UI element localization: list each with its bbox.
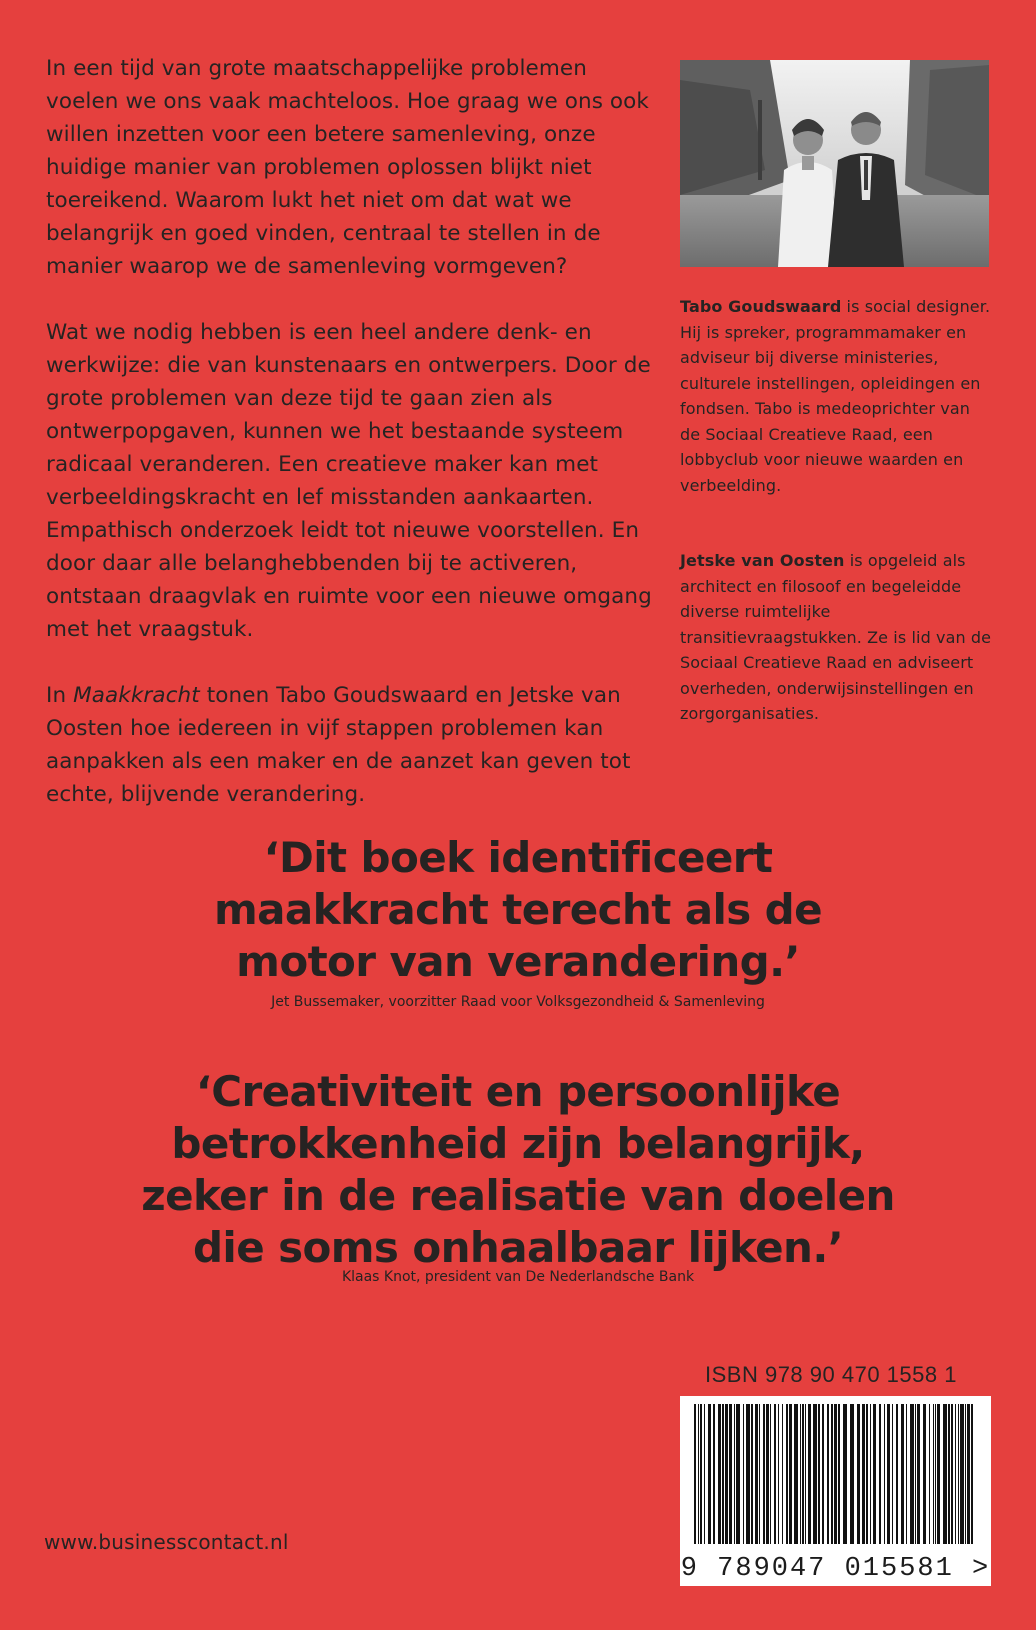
author-name-tabo: Tabo Goudswaard — [680, 297, 842, 316]
barcode-bar — [755, 1404, 758, 1544]
barcode-bar — [736, 1404, 740, 1544]
barcode-bar — [713, 1404, 715, 1544]
quote-line: maakkracht terecht als de — [213, 885, 823, 934]
barcode-bar — [929, 1404, 930, 1544]
barcode-bar — [818, 1404, 820, 1544]
barcode-bar — [965, 1404, 966, 1544]
barcode-bar — [955, 1404, 956, 1544]
barcode-bar — [802, 1404, 804, 1544]
quote-line: ‘Creativiteit en persoonlijke — [195, 1067, 841, 1116]
barcode-bar — [722, 1404, 724, 1544]
barcode-bar — [866, 1404, 868, 1544]
quote-attribution-knot: Klaas Knot, president van De Nederlandsche Bank — [341, 1269, 695, 1285]
barcode-bar — [808, 1404, 811, 1544]
barcode-bar — [813, 1404, 817, 1544]
barcode-bar — [901, 1404, 904, 1544]
blurb-paragraph-3 — [46, 679, 658, 811]
barcode-bar — [789, 1404, 792, 1544]
quote-line: die soms onhaalbaar lijken.’ — [192, 1223, 844, 1272]
barcode-bar — [746, 1404, 750, 1544]
barcode-bar — [831, 1404, 833, 1544]
barcode-bar — [887, 1404, 890, 1544]
publisher-website: www.businesscontact.nl — [44, 1530, 289, 1554]
barcode-bar — [971, 1404, 973, 1544]
barcode-bar — [937, 1404, 940, 1544]
barcode-bar — [751, 1404, 753, 1544]
barcode-bar — [782, 1404, 783, 1544]
quote-bussemaker — [0, 832, 1036, 988]
barcode-bar — [910, 1404, 914, 1544]
book-title: Maakkracht — [73, 683, 200, 708]
barcode-bar — [967, 1404, 970, 1544]
barcode-bar — [834, 1404, 837, 1544]
barcode-bar — [948, 1404, 950, 1544]
isbn-number: ISBN 978 90 470 1558 1 — [705, 1362, 957, 1387]
quote-line: betrokkenheid zijn belangrijk, — [171, 1119, 865, 1168]
bio-jetske-text: is opgeleid als architect en filosoof en begeleidde diverse ruimtelijke transitievraagstukken. Ze is lid van de Sociaal Creatieve Raad en adviseert overheden, onderwijsinstellingen en zorgorganisaties. — [680, 551, 992, 723]
barcode-bar — [843, 1404, 847, 1544]
barcode-bar — [960, 1404, 964, 1544]
barcode-bar — [838, 1404, 840, 1544]
barcode-bar — [933, 1404, 934, 1544]
barcode-bar — [770, 1404, 771, 1544]
barcode-bar — [917, 1404, 920, 1544]
barcode-bar — [951, 1404, 953, 1544]
barcode-bar — [884, 1404, 885, 1544]
quote-knot — [0, 1066, 1036, 1274]
barcode-bar — [892, 1404, 893, 1544]
barcode-bar — [822, 1404, 824, 1544]
blurb-paragraph-1: In een tijd van grote maatschappelijke problemen voelen we ons vaak machteloos. Hoe graag we ons ook willen inzetten voor een betere samenleving, onze huidige manier van problemen oplossen blijkt niet toereikend. Waarom lukt het niet om dat wat we belangrijk en goed vinden, centraal te stellen in de manier waarop we de samenleving vormgeven? — [46, 56, 649, 279]
barcode-bar — [743, 1404, 744, 1544]
author-name-jetske: Jetske van Oosten — [680, 551, 845, 570]
barcode — [680, 1396, 991, 1586]
barcode-bar — [827, 1404, 829, 1544]
barcode-bar — [958, 1404, 959, 1544]
barcode-bar — [704, 1404, 705, 1544]
blurb-paragraph-3-start: In — [46, 683, 74, 708]
barcode-bar — [794, 1404, 798, 1544]
barcode-bar — [943, 1404, 947, 1544]
author-photo — [680, 60, 989, 267]
barcode-bar — [896, 1404, 898, 1544]
barcode-bar — [698, 1404, 699, 1544]
barcode-bar — [708, 1404, 711, 1544]
barcode-bar — [857, 1404, 860, 1544]
bio-tabo-text: is social designer. Hij is spreker, programmamaker en adviseur bij diverse ministeries, culturele instellingen, opleidingen en fondsen. Tabo is medeoprichter van de Sociaal Creatieve Raad, een lobbyclub voor nieuwe waarden en verbeelding. — [680, 297, 991, 495]
barcode-bar — [763, 1404, 765, 1544]
barcode-digits: 9 789047 015581 > — [680, 1554, 991, 1584]
barcode-bar — [774, 1404, 776, 1544]
quote-line: motor van verandering.’ — [236, 937, 800, 986]
barcode-bar — [734, 1404, 735, 1544]
barcode-bar — [850, 1404, 854, 1544]
bio-tabo — [680, 294, 992, 498]
barcode-bar — [718, 1404, 721, 1544]
barcode-bar — [873, 1404, 876, 1544]
barcode-bar — [800, 1404, 801, 1544]
barcode-bar — [879, 1404, 881, 1544]
barcode-bar — [786, 1404, 788, 1544]
bio-jetske — [680, 548, 992, 727]
barcode-bar — [759, 1404, 760, 1544]
barcode-bar — [778, 1404, 779, 1544]
quote-line: zeker in de realisatie van doelen — [141, 1171, 895, 1220]
barcode-bar — [915, 1404, 916, 1544]
barcode-bar — [725, 1404, 728, 1544]
barcode-bar — [923, 1404, 926, 1544]
blurb — [46, 52, 658, 844]
blurb-paragraph-3-rest: tonen Tabo Goudswaard en Jetske van Oosten hoe iedereen in vijf stappen problemen kan aanpakken als een maker en de aanzet kan geven tot echte, blijvende verandering. — [46, 683, 631, 807]
barcode-bar — [870, 1404, 871, 1544]
quote-line: ‘Dit boek identificeert — [263, 833, 773, 882]
blurb-paragraph-2: Wat we nodig hebben is een heel andere denk- en werkwijze: die van kunstenaars en ontwerpers. Door de grote problemen van deze tijd te gaan zien als ontwerpopgaven, kunnen we het bestaande systeem radicaal veranderen. Een creatieve maker kan met verbeeldingskracht en lef misstanden aankaarten. Empathisch onderzoek leidt tot nieuwe voorstellen. En door daar alle belanghebbenden bij te activeren, ontstaan draagvlak en ruimte voor een nieuwe omgang met het vraagstuk. — [46, 320, 652, 642]
barcode-bar — [694, 1404, 696, 1544]
barcode-bar — [935, 1404, 936, 1544]
barcode-bar — [862, 1404, 865, 1544]
barcode-bar — [805, 1404, 806, 1544]
barcode-bar — [906, 1404, 907, 1544]
barcode-bar — [766, 1404, 769, 1544]
barcode-bar — [700, 1404, 702, 1544]
barcode-bar — [729, 1404, 732, 1544]
quote-attribution-bussemaker: Jet Bussemaker, voorzitter Raad voor Volksgezondheid & Samenleving — [271, 994, 765, 1010]
